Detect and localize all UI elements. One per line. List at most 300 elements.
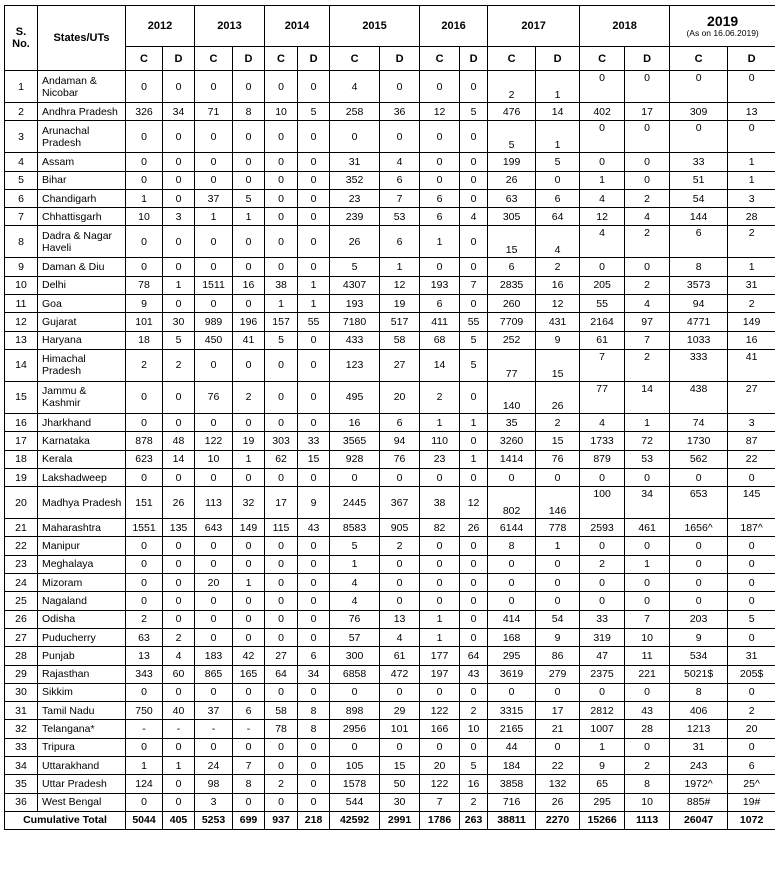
header-state: States/UTs <box>38 6 126 71</box>
cell-sno: 17 <box>5 432 38 450</box>
cell-value: 0 <box>460 628 488 646</box>
cell-value: 7 <box>233 757 265 775</box>
total-label: Cumulative Total <box>5 811 126 829</box>
cell-value: 0 <box>195 555 233 573</box>
cell-value: 3315 <box>488 702 536 720</box>
cell-value: 2 <box>380 537 420 555</box>
header-row-years <box>5 6 775 47</box>
cell-value: 16 <box>460 775 488 793</box>
cell-value: 0 <box>265 628 298 646</box>
header-d: D <box>536 47 580 71</box>
cell-value: - <box>195 720 233 738</box>
cell-value: 2445 <box>330 487 380 519</box>
cell-sno: 6 <box>5 189 38 207</box>
cell-value: 1 <box>380 258 420 276</box>
cell-value: 0 <box>536 592 580 610</box>
cell-value: 7 <box>460 276 488 294</box>
cell-value: 55 <box>580 295 625 313</box>
header-year: 2016 <box>420 6 488 47</box>
cell-value: 1 <box>233 450 265 468</box>
cell-value: 33 <box>298 432 330 450</box>
total-value: 1072 <box>728 811 775 829</box>
cell-value: 1 <box>298 295 330 313</box>
cell-state: Nagaland <box>38 592 126 610</box>
total-value: 2991 <box>380 811 420 829</box>
cell-value: 2 <box>728 226 775 258</box>
cell-value: 3858 <box>488 775 536 793</box>
cell-value: 15 <box>488 226 536 258</box>
cell-value: 0 <box>420 468 460 486</box>
cell-value: 4 <box>625 295 670 313</box>
cell-value: 0 <box>195 258 233 276</box>
cell-value: 0 <box>488 555 536 573</box>
cell-value: 4 <box>625 208 670 226</box>
cell-sno: 16 <box>5 413 38 431</box>
cell-value: 0 <box>460 592 488 610</box>
cell-value: 48 <box>163 432 195 450</box>
cell-value: 54 <box>670 189 728 207</box>
cell-value: 2 <box>625 757 670 775</box>
header-d: D <box>380 47 420 71</box>
cell-value: 76 <box>195 381 233 413</box>
cell-value: 13 <box>126 647 163 665</box>
cell-value: 1972^ <box>670 775 728 793</box>
cell-value: 778 <box>536 519 580 537</box>
cell-value: 122 <box>195 432 233 450</box>
cell-sno: 34 <box>5 757 38 775</box>
header-c: C <box>265 47 298 71</box>
cell-value: 0 <box>126 171 163 189</box>
cell-value: 1 <box>625 555 670 573</box>
cell-value: 0 <box>460 738 488 756</box>
cell-value: 6 <box>420 189 460 207</box>
cell-value: 8 <box>298 702 330 720</box>
table-row <box>5 757 775 775</box>
cell-value: 0 <box>728 537 775 555</box>
cell-state: Lakshadweep <box>38 468 126 486</box>
table-row <box>5 208 775 226</box>
cell-value: 6858 <box>330 665 380 683</box>
table-row <box>5 313 775 331</box>
cell-value: 0 <box>460 381 488 413</box>
cell-value: 4 <box>536 226 580 258</box>
cell-value: 8 <box>670 258 728 276</box>
cell-value: 2 <box>536 413 580 431</box>
cell-value: 0 <box>380 592 420 610</box>
cell-value: 0 <box>298 189 330 207</box>
cell-value: 25^ <box>728 775 775 793</box>
header-year: 2019 <box>707 13 739 29</box>
cell-value: 6 <box>380 413 420 431</box>
cell-value: 898 <box>330 702 380 720</box>
cell-sno: 3 <box>5 121 38 153</box>
header-c: C <box>420 47 460 71</box>
cell-value: 0 <box>580 121 625 153</box>
cell-value: 0 <box>420 121 460 153</box>
cell-value: 4 <box>380 628 420 646</box>
cell-value: 0 <box>488 574 536 592</box>
cell-value: 4 <box>330 592 380 610</box>
header-year: 2012 <box>126 6 195 47</box>
cell-state: Karnataka <box>38 432 126 450</box>
cell-value: 1 <box>163 276 195 294</box>
cell-value: 0 <box>420 555 460 573</box>
cell-value: 42 <box>233 647 265 665</box>
cell-value: 19# <box>728 793 775 811</box>
cell-state: Mizoram <box>38 574 126 592</box>
cell-value: 4771 <box>670 313 728 331</box>
cell-value: 0 <box>488 468 536 486</box>
cell-value: 0 <box>460 683 488 701</box>
total-value: 15266 <box>580 811 625 829</box>
cell-value: 0 <box>625 738 670 756</box>
cell-value: 1 <box>233 574 265 592</box>
cell-sno: 13 <box>5 331 38 349</box>
cell-sno: 14 <box>5 349 38 381</box>
cell-value: 544 <box>330 793 380 811</box>
cell-value: 5 <box>460 757 488 775</box>
cell-value: 343 <box>126 665 163 683</box>
cell-value: 0 <box>298 757 330 775</box>
cell-value: 476 <box>488 103 536 121</box>
cell-value: 2 <box>420 381 460 413</box>
cell-value: 0 <box>380 683 420 701</box>
cell-value: 9 <box>580 757 625 775</box>
table-row <box>5 487 775 519</box>
cell-value: 0 <box>380 71 420 103</box>
cell-value: 2593 <box>580 519 625 537</box>
cell-value: 0 <box>195 628 233 646</box>
cell-value: 0 <box>265 793 298 811</box>
cell-value: 1033 <box>670 331 728 349</box>
table-row <box>5 610 775 628</box>
cell-value: 27 <box>265 647 298 665</box>
total-row <box>5 811 775 829</box>
cell-value: 10 <box>195 450 233 468</box>
cell-value: 461 <box>625 519 670 537</box>
cell-value: 0 <box>380 574 420 592</box>
header-year-2019 <box>670 6 775 47</box>
cell-value: 17 <box>536 702 580 720</box>
cell-state: Meghalaya <box>38 555 126 573</box>
cell-value: 0 <box>195 738 233 756</box>
cell-value: 0 <box>420 153 460 171</box>
cell-value: 64 <box>536 208 580 226</box>
cell-value: 146 <box>536 487 580 519</box>
cell-value: 14 <box>536 103 580 121</box>
cell-value: 367 <box>380 487 420 519</box>
cell-value: 239 <box>330 208 380 226</box>
cell-state: Tamil Nadu <box>38 702 126 720</box>
cell-value: 0 <box>625 258 670 276</box>
table-row <box>5 121 775 153</box>
total-value: 5044 <box>126 811 163 829</box>
cell-value: 411 <box>420 313 460 331</box>
cell-value: 0 <box>536 468 580 486</box>
cell-value: 0 <box>265 258 298 276</box>
cell-value: 31 <box>670 738 728 756</box>
cell-value: 13 <box>728 103 775 121</box>
cell-value: 0 <box>728 121 775 153</box>
cell-value: 3619 <box>488 665 536 683</box>
cell-value: 0 <box>298 683 330 701</box>
cell-value: 5 <box>488 121 536 153</box>
cell-value: 295 <box>488 647 536 665</box>
table-row <box>5 331 775 349</box>
table-row <box>5 153 775 171</box>
table-row <box>5 295 775 313</box>
cell-value: 5 <box>460 103 488 121</box>
cell-value: 15 <box>298 450 330 468</box>
cell-sno: 4 <box>5 153 38 171</box>
cell-value: 205 <box>580 276 625 294</box>
cell-value: 31 <box>728 647 775 665</box>
cell-value: 26 <box>460 519 488 537</box>
cell-value: 0 <box>536 683 580 701</box>
cell-value: 0 <box>265 468 298 486</box>
cell-value: 0 <box>233 258 265 276</box>
cell-value: 0 <box>195 226 233 258</box>
cell-value: 47 <box>580 647 625 665</box>
cell-value: 1551 <box>126 519 163 537</box>
cell-value: 0 <box>728 555 775 573</box>
cell-value: 0 <box>195 121 233 153</box>
cell-state: Jammu & Kashmir <box>38 381 126 413</box>
cell-value: 72 <box>625 432 670 450</box>
cell-value: 495 <box>330 381 380 413</box>
total-value: 42592 <box>330 811 380 829</box>
cell-value: 865 <box>195 665 233 683</box>
cell-value: 36 <box>380 103 420 121</box>
cell-value: 0 <box>163 153 195 171</box>
cell-value: 94 <box>670 295 728 313</box>
cell-value: 1 <box>460 413 488 431</box>
cell-value: 252 <box>488 331 536 349</box>
cell-value: 35 <box>488 413 536 431</box>
cell-sno: 33 <box>5 738 38 756</box>
cell-value: 16 <box>536 276 580 294</box>
cell-value: 6 <box>233 702 265 720</box>
cell-state: Assam <box>38 153 126 171</box>
cell-state: Andhra Pradesh <box>38 103 126 121</box>
cell-sno: 1 <box>5 71 38 103</box>
cell-value: 2 <box>625 226 670 258</box>
cell-value: 0 <box>298 121 330 153</box>
cell-state: Chandigarh <box>38 189 126 207</box>
cell-value: 71 <box>195 103 233 121</box>
cell-value: 0 <box>265 208 298 226</box>
cell-value: 0 <box>163 295 195 313</box>
cell-value: 2 <box>163 349 195 381</box>
cell-value: 716 <box>488 793 536 811</box>
cell-value: 55 <box>460 313 488 331</box>
cell-value: 0 <box>163 258 195 276</box>
cell-value: 0 <box>420 683 460 701</box>
cell-value: 53 <box>625 450 670 468</box>
cell-value: 0 <box>420 258 460 276</box>
cell-value: 0 <box>195 171 233 189</box>
cell-value: 199 <box>488 153 536 171</box>
cell-value: 2835 <box>488 276 536 294</box>
cell-value: 28 <box>728 208 775 226</box>
cell-value: 0 <box>460 610 488 628</box>
cell-value: 29 <box>380 702 420 720</box>
total-value: 405 <box>163 811 195 829</box>
cell-value: 643 <box>195 519 233 537</box>
cell-value: 0 <box>126 592 163 610</box>
cell-sno: 32 <box>5 720 38 738</box>
cell-value: 0 <box>460 295 488 313</box>
cell-value: 0 <box>265 537 298 555</box>
cell-value: 0 <box>625 537 670 555</box>
cell-value: 0 <box>233 468 265 486</box>
cell-value: 0 <box>195 537 233 555</box>
cell-sno: 12 <box>5 313 38 331</box>
cell-value: 124 <box>126 775 163 793</box>
cell-value: 0 <box>126 153 163 171</box>
cell-state: Uttar Pradesh <box>38 775 126 793</box>
cell-value: 3 <box>728 413 775 431</box>
cell-value: 97 <box>625 313 670 331</box>
cell-value: 4 <box>580 226 625 258</box>
cell-value: 0 <box>728 683 775 701</box>
cell-value: 57 <box>330 628 380 646</box>
cell-value: 0 <box>233 413 265 431</box>
cell-sno: 23 <box>5 555 38 573</box>
cell-state: Arunachal Pradesh <box>38 121 126 153</box>
cell-value: 0 <box>233 171 265 189</box>
cell-value: 0 <box>233 295 265 313</box>
cell-value: 0 <box>195 295 233 313</box>
cell-value: 0 <box>460 71 488 103</box>
cell-value: 26 <box>163 487 195 519</box>
cell-value: 165 <box>233 665 265 683</box>
cell-value: 0 <box>126 793 163 811</box>
cell-value: 0 <box>420 592 460 610</box>
cell-value: 1 <box>420 628 460 646</box>
cell-value: 0 <box>233 628 265 646</box>
cell-value: 0 <box>728 592 775 610</box>
cell-value: 34 <box>298 665 330 683</box>
cell-value: 17 <box>625 103 670 121</box>
cell-value: 0 <box>195 349 233 381</box>
cell-value: 51 <box>670 171 728 189</box>
cell-value: 2164 <box>580 313 625 331</box>
cell-state: Gujarat <box>38 313 126 331</box>
cell-value: 4 <box>580 413 625 431</box>
cell-value: 0 <box>195 71 233 103</box>
cell-value: 260 <box>488 295 536 313</box>
table-row <box>5 555 775 573</box>
cell-value: 1 <box>195 208 233 226</box>
cell-value: 0 <box>460 574 488 592</box>
cell-value: 177 <box>420 647 460 665</box>
cell-value: 7 <box>380 189 420 207</box>
cell-value: 433 <box>330 331 380 349</box>
cell-value: 19 <box>380 295 420 313</box>
header-c: C <box>580 47 625 71</box>
cell-value: 3260 <box>488 432 536 450</box>
cell-value: 2165 <box>488 720 536 738</box>
cell-value: 0 <box>460 189 488 207</box>
cell-value: 0 <box>233 537 265 555</box>
cell-value: 145 <box>728 487 775 519</box>
table-row <box>5 450 775 468</box>
cell-value: 0 <box>460 171 488 189</box>
cell-value: 0 <box>460 537 488 555</box>
cell-value: - <box>233 720 265 738</box>
cell-value: 74 <box>670 413 728 431</box>
cell-sno: 18 <box>5 450 38 468</box>
cell-value: 43 <box>625 702 670 720</box>
cell-value: 0 <box>163 610 195 628</box>
cell-value: 0 <box>163 738 195 756</box>
cell-value: 2956 <box>330 720 380 738</box>
cell-state: Telangana* <box>38 720 126 738</box>
total-value: 5253 <box>195 811 233 829</box>
cell-value: 0 <box>728 574 775 592</box>
cell-value: 989 <box>195 313 233 331</box>
header-year: 2018 <box>580 6 670 47</box>
total-value: 38811 <box>488 811 536 829</box>
cell-value: 1 <box>536 71 580 103</box>
header-c: C <box>126 47 163 71</box>
cell-value: 319 <box>580 628 625 646</box>
cell-value: 1 <box>233 208 265 226</box>
cell-value: 0 <box>265 738 298 756</box>
cell-state: West Bengal <box>38 793 126 811</box>
cell-value: 11 <box>625 647 670 665</box>
cell-value: 7709 <box>488 313 536 331</box>
table-row <box>5 720 775 738</box>
cell-value: 885# <box>670 793 728 811</box>
cell-value: 0 <box>298 349 330 381</box>
cell-value: 0 <box>380 555 420 573</box>
cell-value: 122 <box>420 775 460 793</box>
table-row <box>5 468 775 486</box>
cell-value: 12 <box>460 487 488 519</box>
cell-value: 2 <box>580 555 625 573</box>
cell-sno: 10 <box>5 276 38 294</box>
cell-value: 12 <box>580 208 625 226</box>
cell-value: 61 <box>580 331 625 349</box>
cell-value: 0 <box>195 683 233 701</box>
header-year: 2013 <box>195 6 265 47</box>
cell-value: 26 <box>536 793 580 811</box>
cell-value: 30 <box>380 793 420 811</box>
cell-value: 0 <box>536 555 580 573</box>
cell-value: 22 <box>728 450 775 468</box>
cell-value: 1 <box>536 121 580 153</box>
cell-value: 0 <box>126 121 163 153</box>
cell-value: 20 <box>195 574 233 592</box>
cell-value: 0 <box>265 189 298 207</box>
cell-value: 0 <box>580 537 625 555</box>
cell-value: 7 <box>580 349 625 381</box>
cell-value: 20 <box>420 757 460 775</box>
cell-value: 0 <box>195 610 233 628</box>
total-value: 937 <box>265 811 298 829</box>
cell-value: 14 <box>625 381 670 413</box>
header-d: D <box>728 47 775 71</box>
cell-value: 2 <box>728 702 775 720</box>
cell-value: 144 <box>670 208 728 226</box>
cell-value: 5 <box>460 331 488 349</box>
cell-value: 0 <box>126 381 163 413</box>
cell-value: 168 <box>488 628 536 646</box>
cell-value: 30 <box>163 313 195 331</box>
header-c: C <box>195 47 233 71</box>
